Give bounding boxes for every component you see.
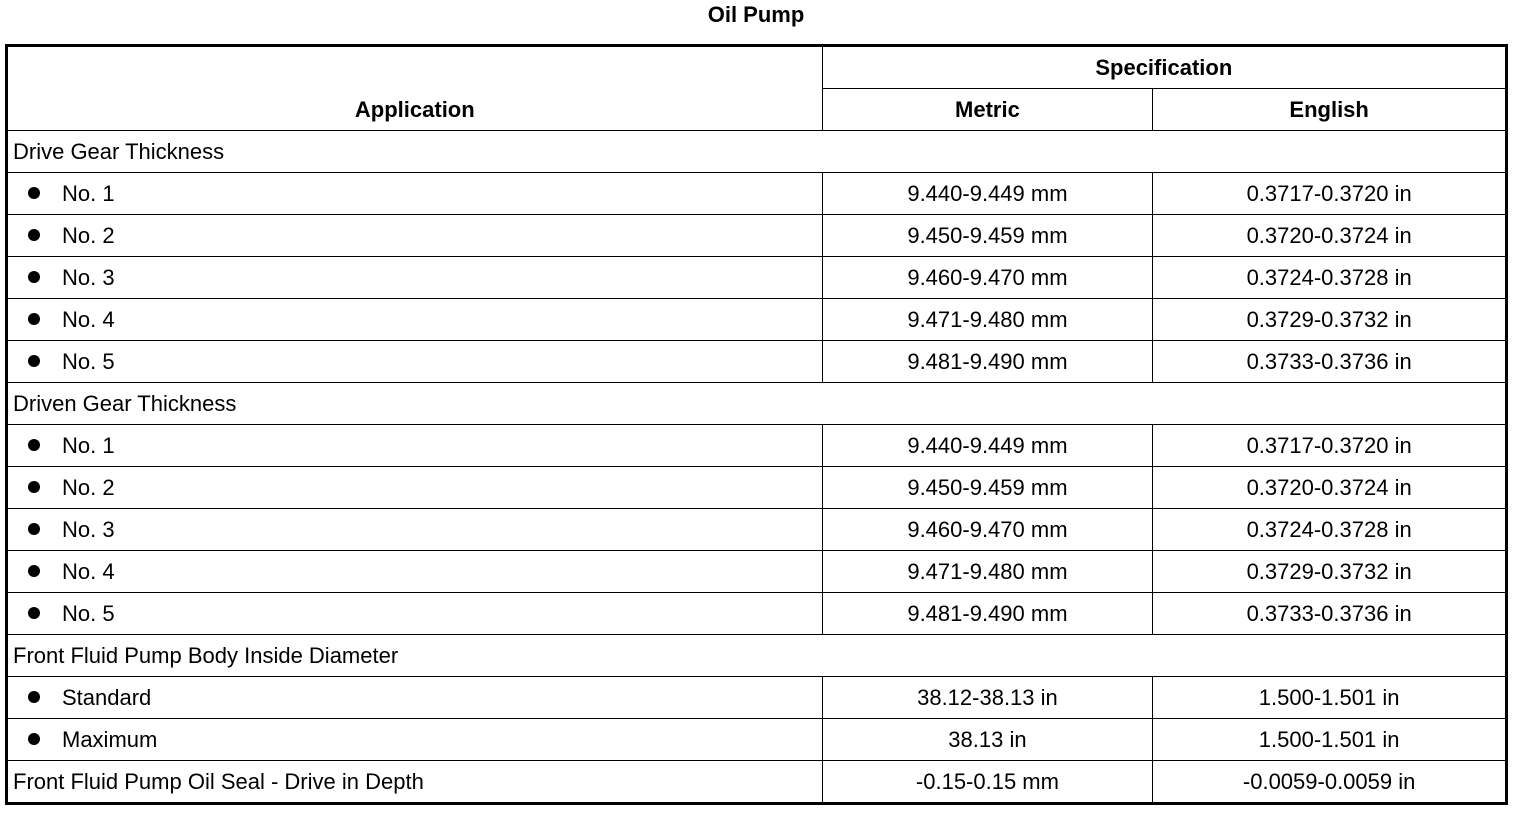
section-row xyxy=(7,635,1507,677)
header-metric: Metric xyxy=(822,89,1153,131)
table-body xyxy=(7,131,1507,804)
bullet-icon xyxy=(28,733,40,745)
bullet-icon xyxy=(28,481,40,493)
header-english: English xyxy=(1153,89,1507,131)
bullet-icon xyxy=(28,523,40,535)
item-cell xyxy=(7,593,823,635)
english-value: 0.3729-0.3732 in xyxy=(1153,551,1507,593)
item-label: No. 5 xyxy=(62,348,115,374)
metric-value: 9.471-9.480 mm xyxy=(822,299,1153,341)
item-cell xyxy=(7,467,823,509)
table-row xyxy=(7,593,1507,635)
metric-value: 9.481-9.490 mm xyxy=(822,593,1153,635)
item-cell xyxy=(7,719,823,761)
section-label: Drive Gear Thickness xyxy=(7,131,1507,173)
section-label: Driven Gear Thickness xyxy=(7,383,1507,425)
section-row xyxy=(7,383,1507,425)
item-label: Front Fluid Pump Oil Seal - Drive in Depth xyxy=(7,761,823,804)
metric-value: -0.15-0.15 mm xyxy=(822,761,1153,804)
english-value: 0.3717-0.3720 in xyxy=(1153,173,1507,215)
item-cell xyxy=(7,257,823,299)
item-cell xyxy=(7,215,823,257)
english-value: -0.0059-0.0059 in xyxy=(1153,761,1507,804)
metric-value: 9.460-9.470 mm xyxy=(822,509,1153,551)
metric-value: 9.440-9.449 mm xyxy=(822,173,1153,215)
bullet-icon xyxy=(28,607,40,619)
item-label: Maximum xyxy=(62,726,158,752)
table-row xyxy=(7,467,1507,509)
metric-value: 38.12-38.13 in xyxy=(822,677,1153,719)
english-value: 1.500-1.501 in xyxy=(1153,677,1507,719)
bullet-icon xyxy=(28,565,40,577)
section-label: Front Fluid Pump Body Inside Diameter xyxy=(7,635,1507,677)
item-label: No. 1 xyxy=(62,432,115,458)
bullet-icon xyxy=(28,313,40,325)
item-cell xyxy=(7,551,823,593)
english-value: 0.3720-0.3724 in xyxy=(1153,215,1507,257)
bullet-icon xyxy=(28,355,40,367)
bullet-icon xyxy=(28,691,40,703)
english-value: 0.3729-0.3732 in xyxy=(1153,299,1507,341)
table-row xyxy=(7,425,1507,467)
item-cell xyxy=(7,341,823,383)
bullet-icon xyxy=(28,439,40,451)
header-row-top xyxy=(7,46,1507,89)
metric-value: 9.450-9.459 mm xyxy=(822,215,1153,257)
table-row xyxy=(7,299,1507,341)
english-value: 0.3724-0.3728 in xyxy=(1153,257,1507,299)
table-row xyxy=(7,761,1507,804)
item-cell xyxy=(7,299,823,341)
item-label: No. 2 xyxy=(62,222,115,248)
table-row xyxy=(7,509,1507,551)
item-label: No. 5 xyxy=(62,600,115,626)
table-row xyxy=(7,341,1507,383)
header-application: Application xyxy=(7,46,823,131)
item-label: No. 1 xyxy=(62,180,115,206)
item-label: No. 2 xyxy=(62,474,115,500)
english-value: 0.3733-0.3736 in xyxy=(1153,341,1507,383)
bullet-icon xyxy=(28,229,40,241)
header-specification: Specification xyxy=(822,46,1506,89)
spec-table xyxy=(5,44,1508,805)
item-cell xyxy=(7,509,823,551)
english-value: 0.3733-0.3736 in xyxy=(1153,593,1507,635)
item-cell xyxy=(7,425,823,467)
bullet-icon xyxy=(28,271,40,283)
english-value: 1.500-1.501 in xyxy=(1153,719,1507,761)
metric-value: 38.13 in xyxy=(822,719,1153,761)
metric-value: 9.450-9.459 mm xyxy=(822,467,1153,509)
item-label: No. 4 xyxy=(62,558,115,584)
bullet-icon xyxy=(28,187,40,199)
item-label: No. 4 xyxy=(62,306,115,332)
item-cell xyxy=(7,173,823,215)
page-title: Oil Pump xyxy=(707,2,805,27)
table-row xyxy=(7,719,1507,761)
english-value: 0.3717-0.3720 in xyxy=(1153,425,1507,467)
metric-value: 9.460-9.470 mm xyxy=(822,257,1153,299)
table-row xyxy=(7,215,1507,257)
english-value: 0.3724-0.3728 in xyxy=(1153,509,1507,551)
table-row xyxy=(7,173,1507,215)
item-label: No. 3 xyxy=(62,264,115,290)
metric-value: 9.440-9.449 mm xyxy=(822,425,1153,467)
table-row xyxy=(7,257,1507,299)
english-value: 0.3720-0.3724 in xyxy=(1153,467,1507,509)
metric-value: 9.471-9.480 mm xyxy=(822,551,1153,593)
table-row xyxy=(7,677,1507,719)
item-label: Standard xyxy=(62,684,152,710)
table-row xyxy=(7,551,1507,593)
item-label: No. 3 xyxy=(62,516,115,542)
section-row xyxy=(7,131,1507,173)
metric-value: 9.481-9.490 mm xyxy=(822,341,1153,383)
item-cell xyxy=(7,677,823,719)
